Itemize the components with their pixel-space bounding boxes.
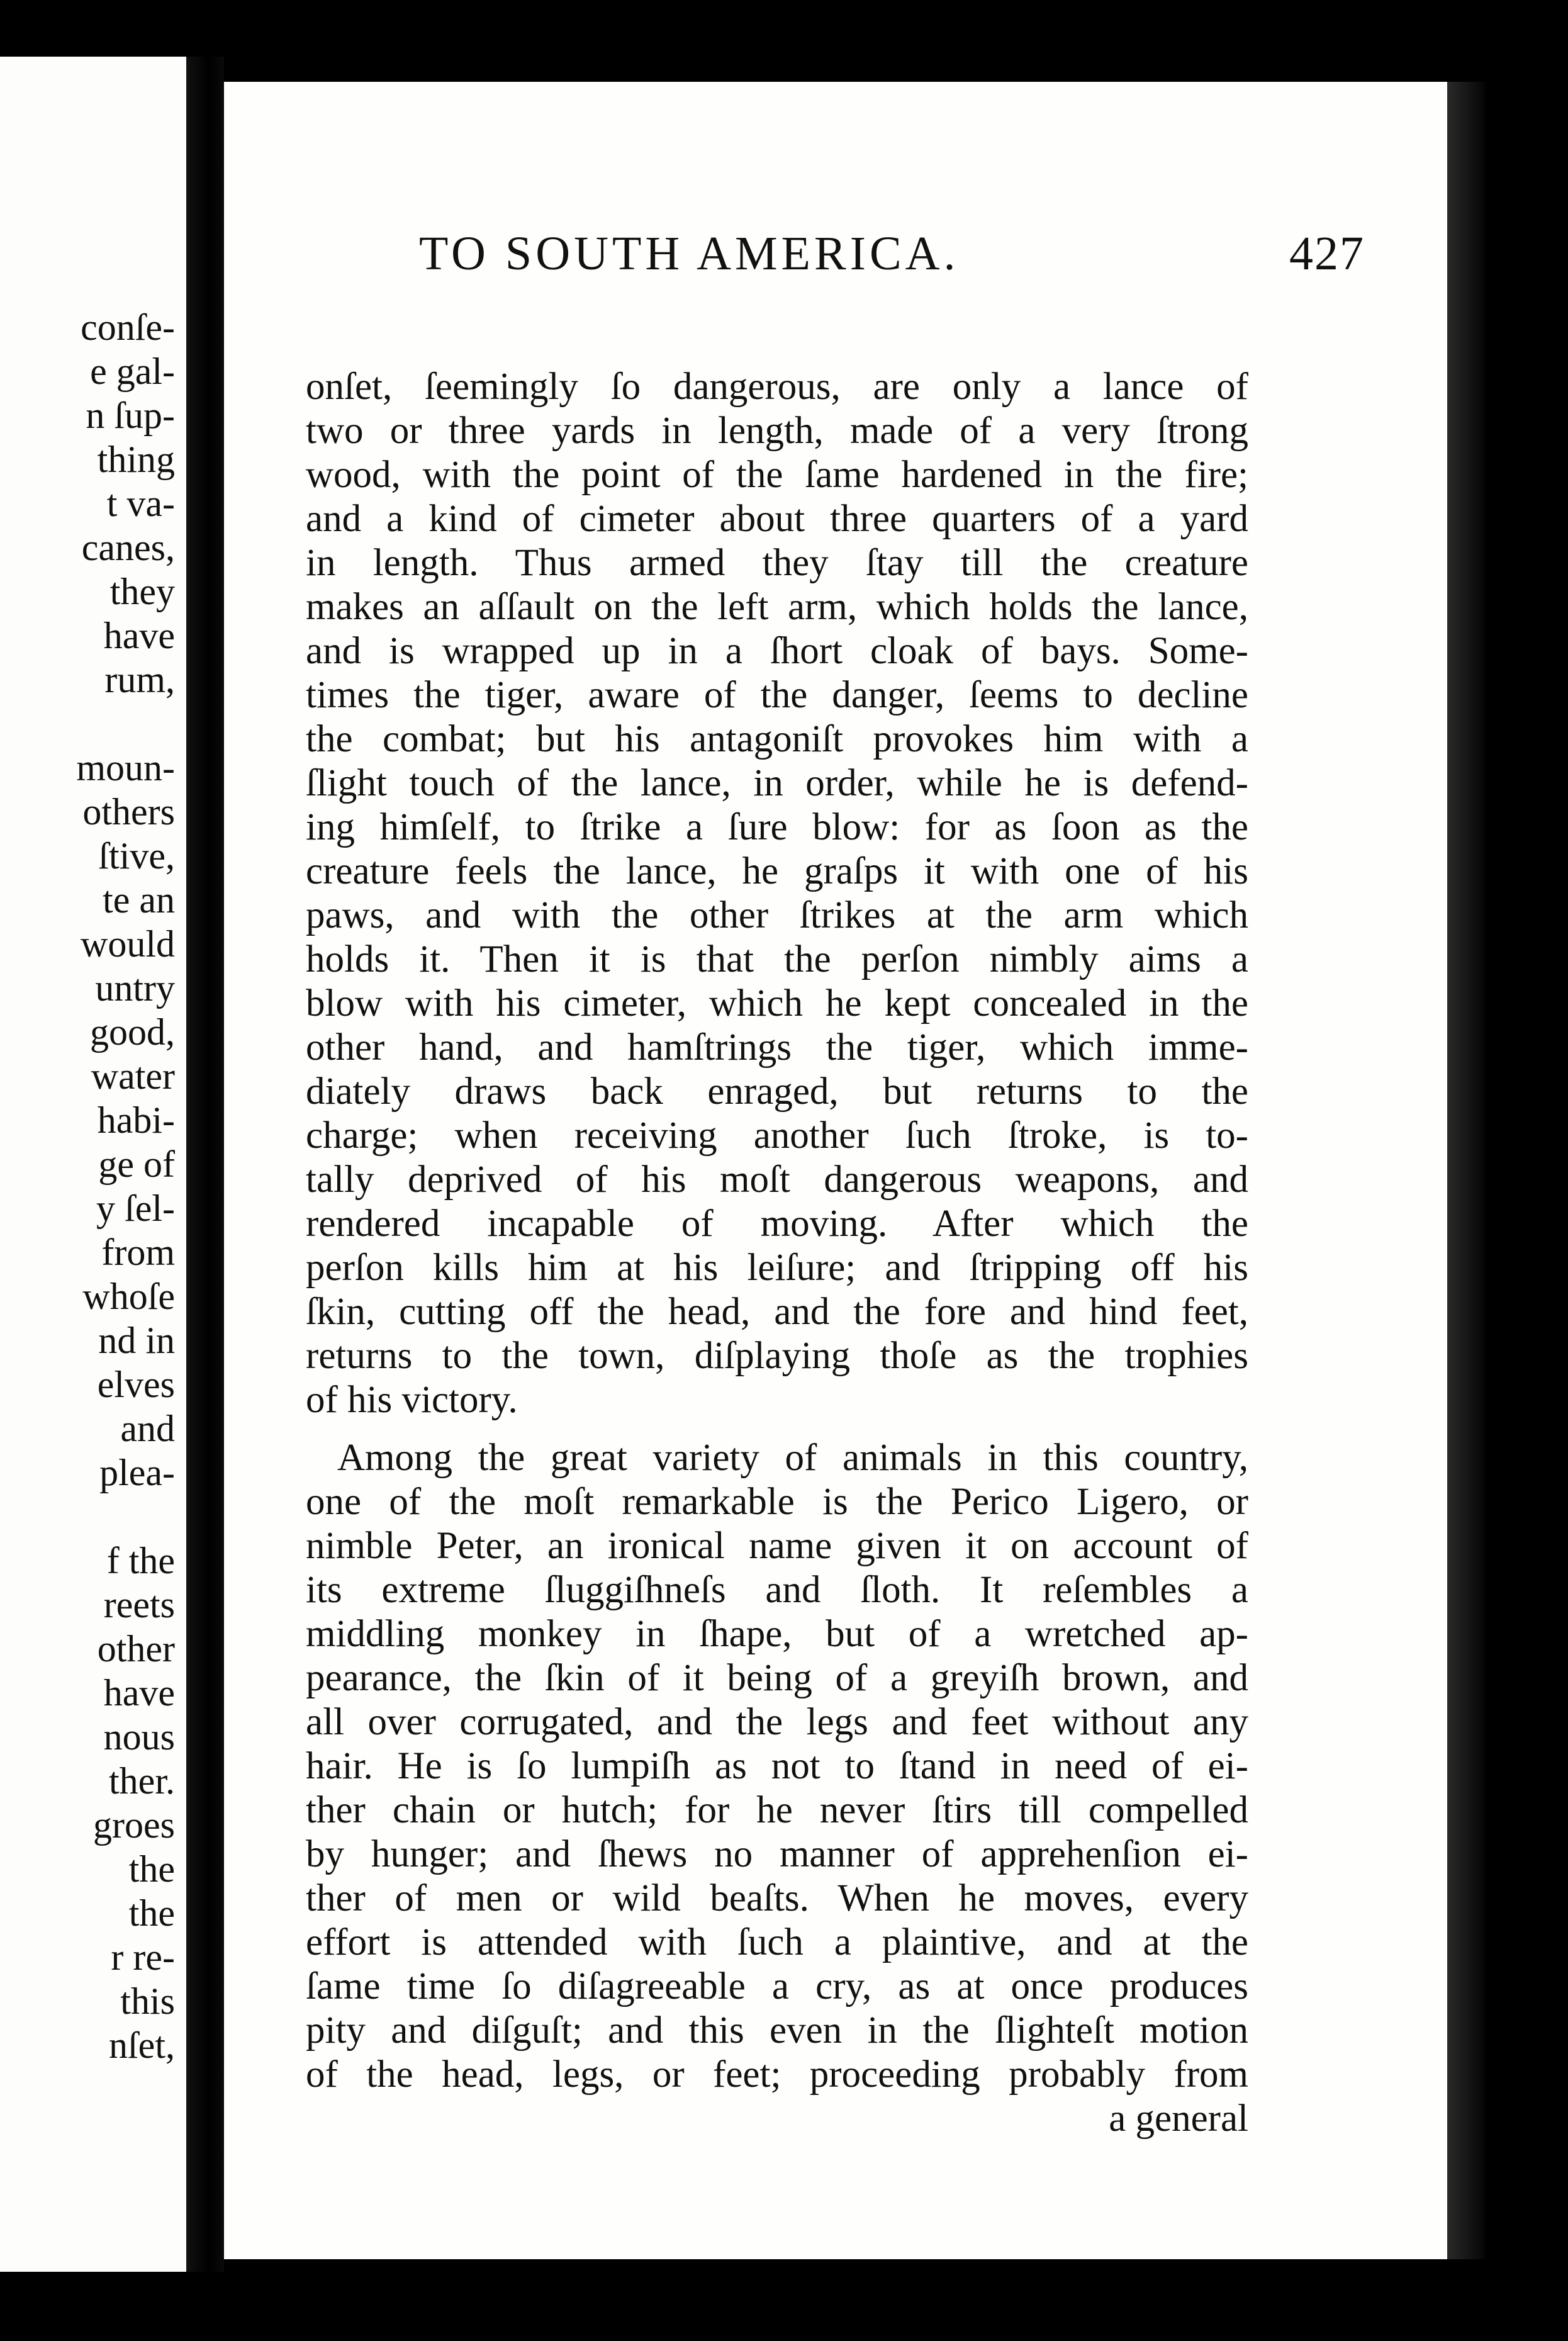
catchword: a general [1109,2097,1248,2140]
text-line: makes an aſſault on the left arm, which holds the lance, [306,586,1248,628]
text-line: tally deprived of his moſt dangerous weapons, and [306,1159,1248,1201]
previous-page-line [0,1495,186,1539]
previous-page-text [0,305,186,2067]
text-line: in length. Thus armed they ſtay till the creature [306,542,1248,584]
previous-page [0,57,186,2272]
text-line: its extreme ſluggiſhneſs and ſloth. It reſembles a [306,1569,1248,1611]
previous-page-line: untry [95,967,175,1009]
previous-page-line: others [82,791,175,833]
previous-page-line: nous [103,1716,175,1758]
previous-page-line: reets [103,1584,175,1625]
text-line: times the tiger, aware of the danger, ſeems to decline [306,674,1248,716]
text-line: returns to the town, diſplaying thoſe as the trophies [306,1335,1248,1377]
book-gutter [186,57,224,2272]
text-line: middling monkey in ſhape, but of a wretched ap- [306,1613,1248,1655]
previous-page-line: elves [97,1364,175,1405]
text-line: two or three yards in length, made of a very ſtrong [306,410,1248,452]
previous-page-line: good, [90,1011,175,1053]
previous-page-line: have [103,1672,175,1714]
text-line: paws, and with the other ſtrikes at the arm which [306,894,1248,936]
previous-page-line [0,702,186,746]
text-line: perſon kills him at his leiſure; and ſtripping off his [306,1247,1248,1289]
text-line: of the head, legs, or feet; proceeding probably from [306,2053,1248,2096]
previous-page-line: t va- [106,483,175,524]
text-line: other hand, and hamſtrings the tiger, which imme- [306,1026,1248,1069]
text-line: pity and diſguſt; and this even in the ſlighteſt motion [306,2009,1248,2052]
previous-page-line: would [81,923,175,965]
previous-page-line: other [97,1628,175,1670]
text-line: ther of men or wild beaſts. When he moves, every [306,1877,1248,1919]
text-line: Among the great variety of animals in this country, [337,1437,1248,1479]
previous-page-line: y ſel- [96,1187,175,1229]
text-line: ing himſelf, to ſtrike a ſure blow: for as ſoon as the [306,806,1248,848]
text-line: and a kind of cimeter about three quarters of a yard [306,498,1248,540]
text-line: diately draws back enraged, but returns to the [306,1070,1248,1113]
page-number: 427 [1289,227,1365,280]
text-line: creature feels the lance, he graſps it with one of his [306,850,1248,892]
previous-page-line: habi- [97,1099,175,1141]
previous-page-line: water [91,1055,175,1097]
text-line: blow with his cimeter, which he kept concealed in the [306,982,1248,1025]
previous-page-line: f the [106,1540,175,1581]
previous-page-line: groes [93,1804,175,1846]
body-text [306,365,1248,2141]
page-edge [1447,82,1485,2259]
previous-page-line: ge of [98,1143,175,1185]
running-title: TO SOUTH AMERICA. [419,227,960,280]
previous-page-line: e gal- [90,351,175,392]
previous-page-line: rum, [104,659,175,700]
text-line: ther chain or hutch; for he never ſtirs till compelled [306,1789,1248,1831]
previous-page-line: ther. [109,1760,175,1802]
text-line: holds it. Then it is that the perſon nimbly aims a [306,938,1248,980]
previous-page-line: the [128,1892,175,1934]
text-line: and is wrapped up in a ſhort cloak of bays. Some- [306,630,1248,672]
previous-page-line: nſet, [109,2024,175,2066]
text-line: rendered incapable of moving. After which the [306,1203,1248,1245]
current-page [224,82,1447,2259]
text-line: nimble Peter, an ironical name given it on account of [306,1525,1248,1567]
previous-page-line: conſe- [81,306,175,348]
previous-page-line: canes, [81,527,175,568]
previous-page-line: from [101,1232,175,1273]
text-line: of his victory. [306,1379,518,1421]
previous-page-line: plea- [99,1452,175,1493]
previous-page-line: n ſup- [86,395,175,436]
text-line: ſlight touch of the lance, in order, while he is defend- [306,762,1248,804]
text-line: by hunger; and ſhews no manner of apprehenſion ei- [306,1833,1248,1875]
previous-page-line: moun- [76,747,175,789]
previous-page-line: thing [97,439,175,480]
previous-page-line: r re- [111,1936,175,1978]
text-line: effort is attended with ſuch a plaintive, and at the [306,1921,1248,1963]
previous-page-line: and [120,1408,175,1449]
text-line: all over corrugated, and the legs and feet without any [306,1701,1248,1743]
previous-page-line: te an [103,879,175,921]
previous-page-line: this [120,1980,175,2022]
previous-page-line: the [128,1848,175,1890]
text-line: the combat; but his antagoniſt provokes him with a [306,718,1248,760]
previous-page-line: have [103,615,175,656]
text-line: ſame time ſo diſagreeable a cry, as at once produces [306,1965,1248,2007]
previous-page-line: they [109,571,175,612]
text-line: ſkin, cutting off the head, and the fore and hind feet, [306,1291,1248,1333]
text-line: charge; when receiving another ſuch ſtroke, is to- [306,1114,1248,1157]
text-line: hair. He is ſo lumpiſh as not to ſtand in need of ei- [306,1745,1248,1787]
text-line: onſet, ſeemingly ſo dangerous, are only a lance of [306,366,1248,408]
previous-page-line: nd in [98,1320,175,1361]
text-line: wood, with the point of the ſame hardened in the fire; [306,454,1248,496]
previous-page-line: ſtive, [98,835,175,877]
text-line: one of the moſt remarkable is the Perico Ligero, or [306,1481,1248,1523]
previous-page-line: whoſe [82,1276,175,1317]
text-line: pearance, the ſkin of it being of a greyiſh brown, and [306,1657,1248,1699]
